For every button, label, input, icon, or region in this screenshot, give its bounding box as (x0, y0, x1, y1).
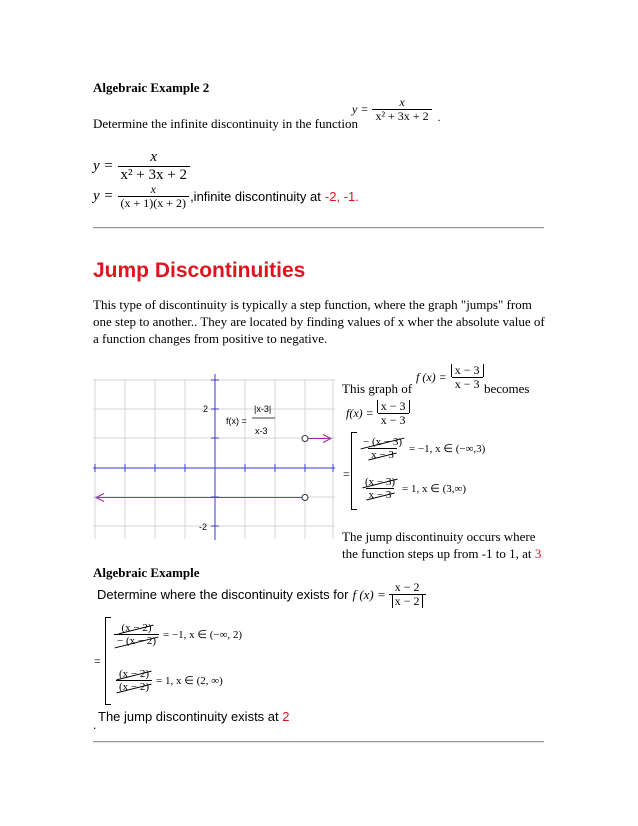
y-label-top: 2 (203, 404, 209, 414)
jump-case1-fraction (360, 436, 405, 462)
jump-f-lhs: f (x) = (416, 370, 447, 385)
example2-case-2 (116, 668, 223, 694)
inline-period: . (437, 110, 441, 124)
jump-conclusion-text: The jump discontinuity occurs where the function steps up from -1 to 1, at (342, 529, 536, 561)
jump-paragraph: This type of discontinuity is typically a step function, where the graph "jumps" from one step to another.. They are located by finding values of x wher the absolute value of a function changes from positive to negative. (93, 297, 545, 346)
jump-case2-numerator: (x − 3) (362, 476, 398, 488)
example2-case1-numerator: (x − 2) (118, 622, 154, 634)
example2-heading: Algebraic Example (93, 565, 200, 580)
jump-conclusion-value: 3 (534, 546, 542, 561)
becomes-text: becomes (484, 381, 530, 396)
jump-f-denominator: x − 3 (452, 377, 483, 392)
jump-case2-fraction (362, 476, 398, 502)
inline-lhs: y = (352, 102, 369, 116)
graph-fx-label: f(x) = (226, 416, 247, 426)
graph-of-text: This graph of (342, 381, 413, 396)
eq1-denominator: x² + 3x + 2 (118, 166, 190, 184)
jump-case-2 (362, 476, 466, 502)
lower-open-point (302, 495, 308, 501)
example2-f-numerator: x − 2 (394, 580, 420, 594)
eq2-fraction (118, 183, 190, 211)
eq2-denominator: (x + 1)(x + 2) (118, 196, 190, 211)
jump-eq-sign: = (343, 467, 350, 481)
eq1-lhs: y = (93, 157, 114, 174)
inline-denominator: x² + 3x + 2 (372, 109, 431, 124)
eq2-values: -2, -1. (324, 189, 359, 205)
jump-case1-denominator: x − 3 (368, 448, 397, 462)
jump-cases-brace (351, 432, 357, 510)
example2-trailing-dot: . (93, 717, 97, 732)
inline-function (352, 94, 441, 125)
example2-conclusion-value: 2 (282, 709, 290, 724)
example2-determine-row (97, 581, 426, 609)
example2-case1-fraction (114, 622, 159, 648)
example2-determine-text: Determine where the discontinuity exists for (97, 587, 349, 603)
jump-f-numerator: x − 3 (451, 364, 484, 377)
jump-fx-fraction (377, 400, 410, 428)
equation-1 (93, 149, 190, 184)
example2-case2-denominator: (x − 2) (116, 680, 152, 694)
inline-fraction (372, 96, 431, 124)
example2-case1-rhs: = −1, x ∈ (−∞, 2) (162, 629, 243, 642)
graph-fx-num: |x-3| (254, 404, 272, 414)
graph-fx-den: x-3 (255, 426, 268, 436)
y-label-bottom: -2 (199, 522, 208, 532)
eq1-numerator: x (150, 149, 158, 165)
example2-case2-numerator: (x − 2) (116, 668, 152, 680)
jump-fx-def (346, 400, 410, 428)
section-title: Jump Discontinuities (93, 259, 306, 282)
jump-case-1 (360, 436, 485, 462)
eq2-lhs: y = (93, 188, 114, 205)
example2-conclusion-text: The jump discontinuity exists at (98, 709, 279, 724)
divider-1 (93, 227, 544, 229)
grid-lines (93, 379, 335, 539)
example2-case1-denominator: − (x − 2) (114, 634, 159, 648)
example2-f-fraction (389, 581, 426, 609)
example2-case2-rhs: = 1, x ∈ (2, ∞) (156, 675, 223, 688)
upper-open-point (302, 436, 308, 442)
eq1-fraction (118, 149, 190, 184)
equation-2 (93, 183, 359, 211)
jump-f-fraction (451, 364, 484, 392)
example2-case2-fraction (116, 668, 152, 694)
jump-fx-lhs: f(x) = (346, 406, 374, 421)
jump-fx-denominator: x − 3 (378, 413, 409, 428)
jump-case2-rhs: = 1, x ∈ (3,∞) (402, 483, 466, 496)
example2-cases-brace (105, 617, 111, 705)
example2-conclusion (98, 709, 290, 724)
divider-2 (93, 741, 544, 743)
jump-case1-rhs: = −1, x ∈ (−∞,3) (408, 443, 486, 456)
jump-f-def (416, 364, 484, 392)
example1-heading: Algebraic Example 2 (93, 80, 210, 95)
jump-case1-numerator: − (x − 3) (360, 436, 405, 448)
example2-eq-sign: = (94, 654, 101, 668)
example2-case-1 (114, 622, 242, 648)
step-function-graph (93, 374, 335, 540)
jump-conclusion (342, 528, 542, 562)
example2-f-lhs: f (x) = (352, 586, 386, 602)
axes (93, 374, 335, 540)
eq2-numerator: x (150, 182, 156, 196)
inline-numerator: x (399, 94, 405, 109)
eq2-text: ,infinite discontinuity at (190, 189, 321, 205)
jump-fx-numerator: x − 3 (377, 400, 410, 413)
example2-f-denominator: x − 2 (392, 594, 423, 608)
jump-case2-denominator: x − 3 (366, 488, 395, 502)
example1-prompt: Determine the infinite discontinuity in the function (93, 116, 358, 131)
